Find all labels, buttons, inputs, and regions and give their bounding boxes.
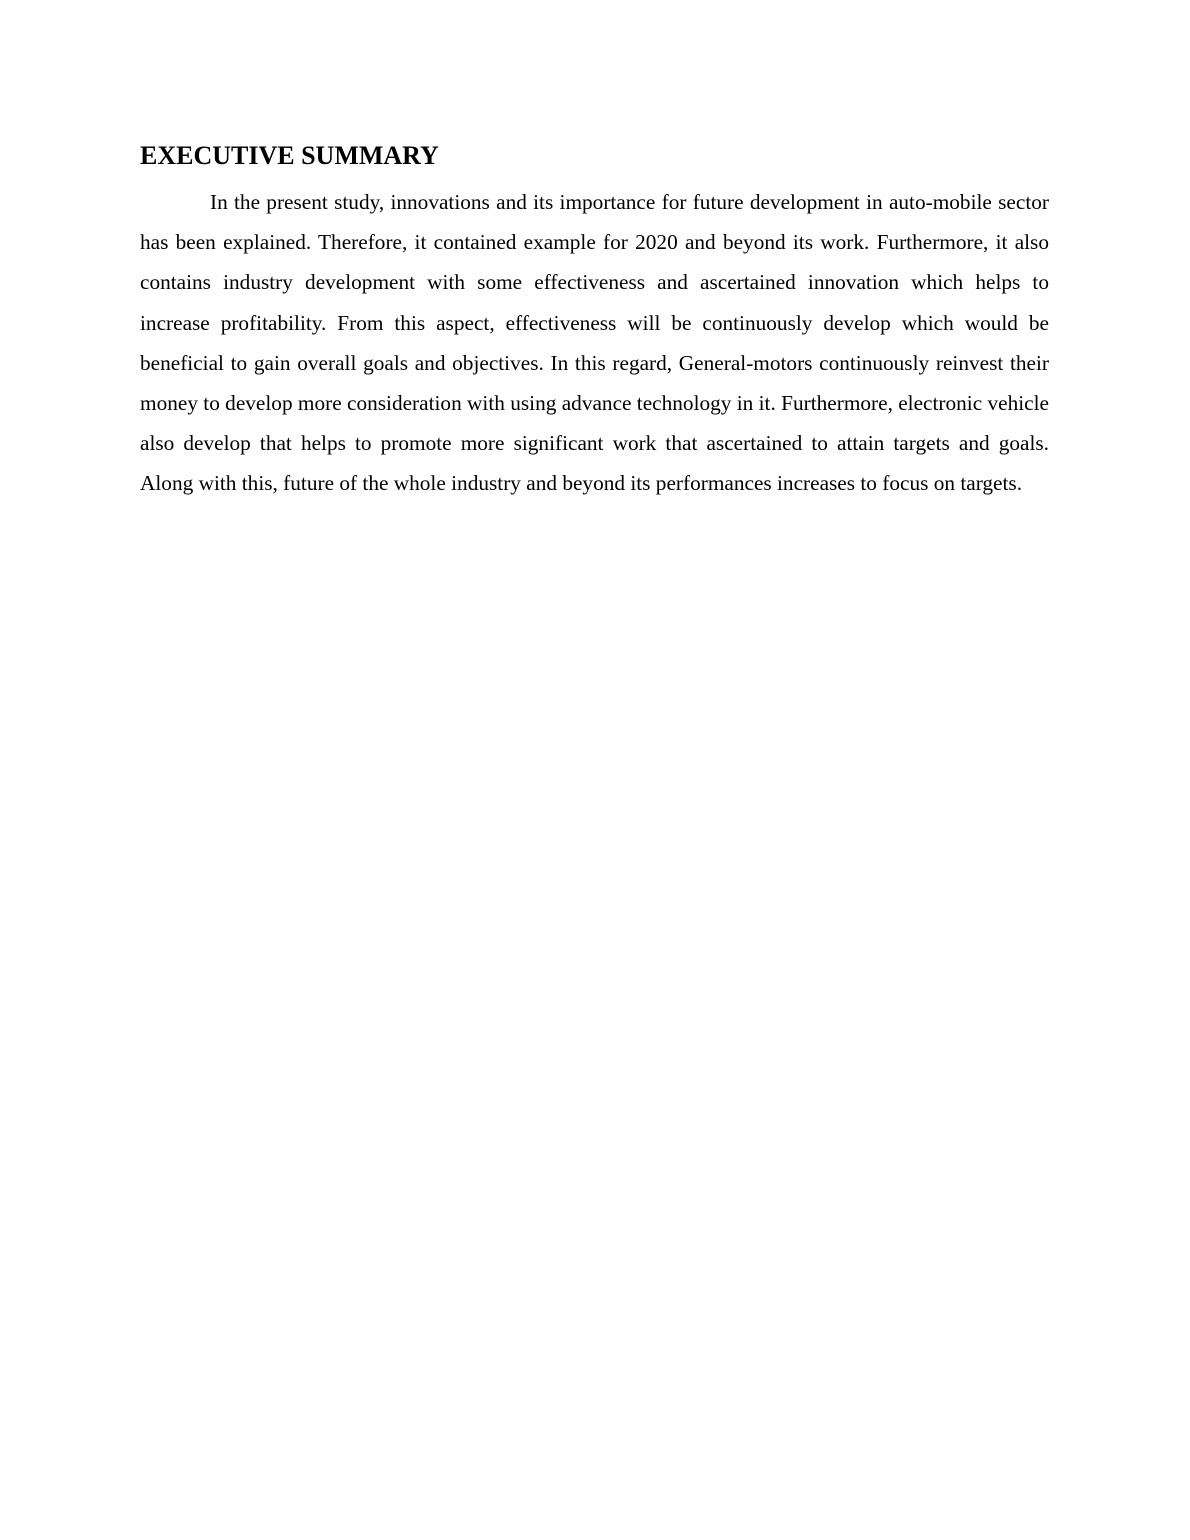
summary-paragraph: In the present study, innovations and its importance for future development in auto-mobile sector has been explained. Therefore, it contained example for 2020 and beyond its work. Furthermore, it also contains industry development with some effectiveness and ascertained innovation which helps to increase profitability. From this aspect, effectiveness will be continuously develop which would be beneficial to gain overall goals and objectives. In this regard, General-motors continuously reinvest their money to develop more consideration with using advance technology in it. Furthermore, electronic vehicle also develop that helps to promote more significant work that ascertained to attain targets and goals. Along with this, future of the whole industry and beyond its performances increases to focus on targets. xyxy=(140,190,1049,496)
document-content xyxy=(140,138,1049,504)
section-heading: EXECUTIVE SUMMARY xyxy=(140,141,439,170)
